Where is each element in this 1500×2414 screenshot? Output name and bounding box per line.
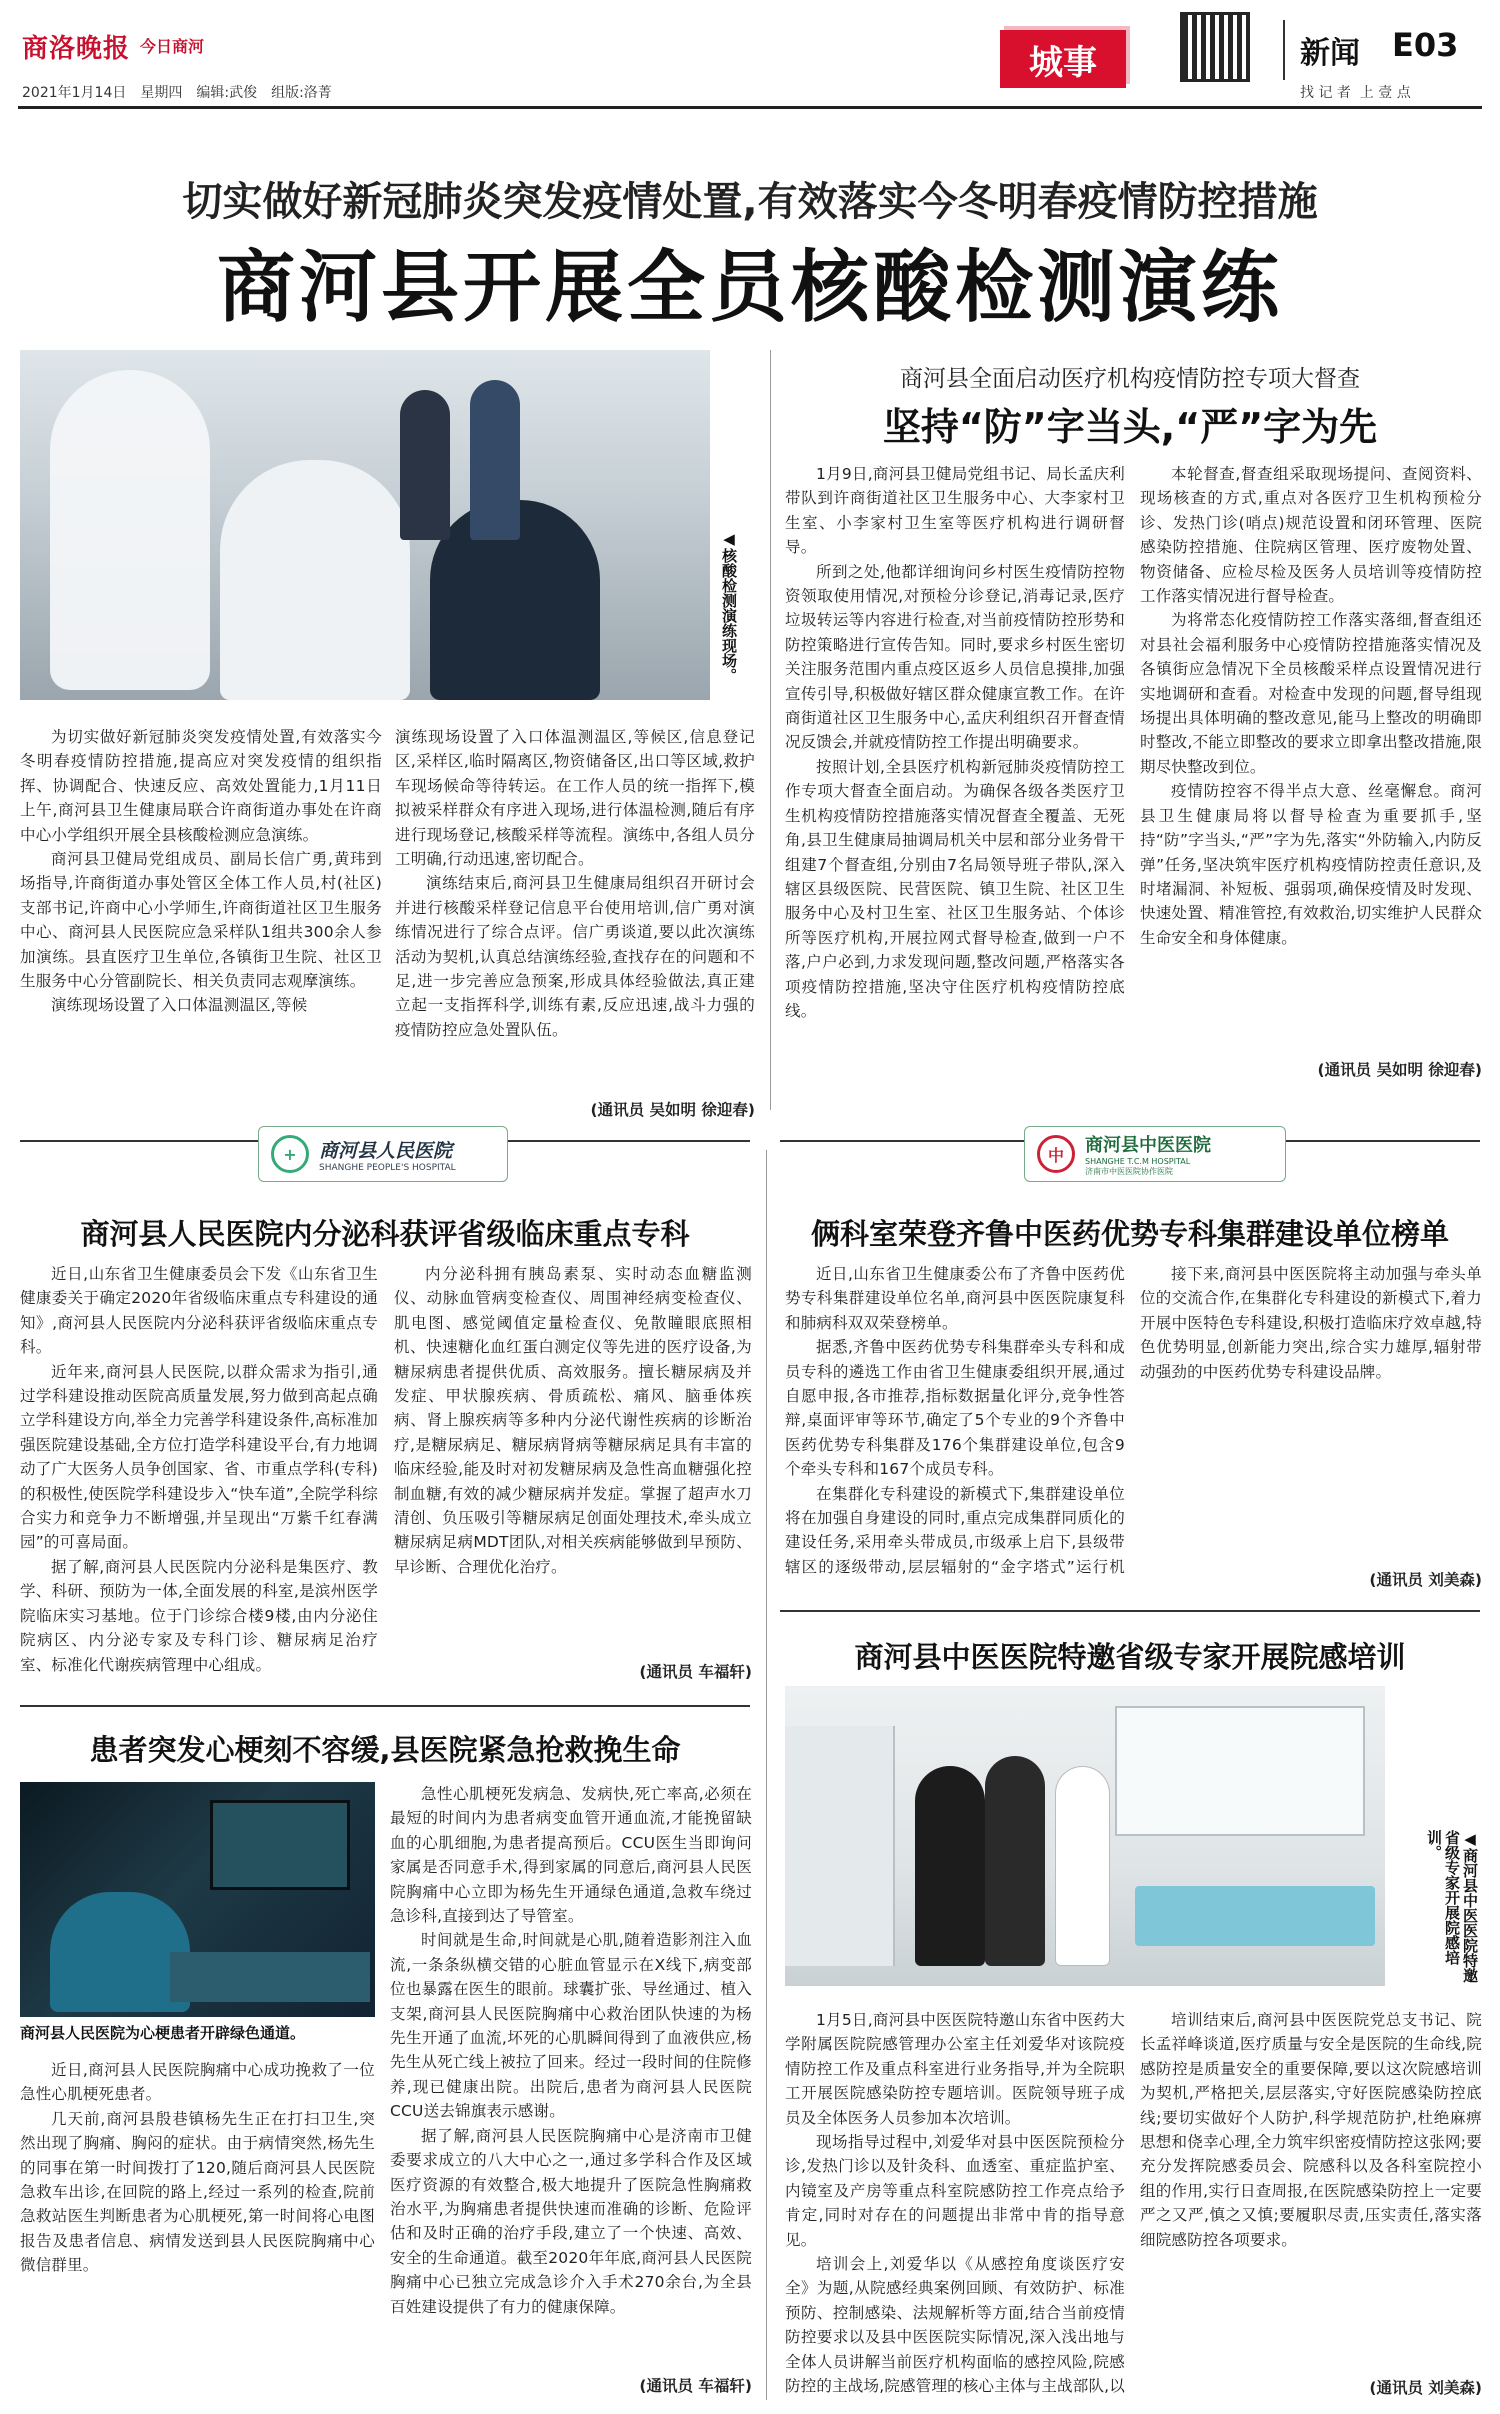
paragraph: 急性心肌梗死发病急、发病快,死亡率高,必须在最短的时间内为患者病变血管开通血流,才能挽留缺血的心肌细胞,为患者提高预后。CCU医生当即询问家属是否同意手术,得到家属的同意后,商河县人民医院胸痛中心立即为杨先生开通绿色通道,急救车绕过急诊科,直接到达了导管室。 bbox=[390, 1785, 752, 1926]
paper-logo: 商洛晚报 bbox=[22, 34, 131, 64]
person-figure bbox=[985, 1756, 1045, 1966]
people-hospital-body-col1 bbox=[20, 1262, 378, 1682]
tcm-hospital-logo bbox=[1024, 1126, 1286, 1182]
issue-date: 2021年1月14日 bbox=[22, 85, 127, 101]
lead-byline: (通讯员 吴如明 徐迎春) bbox=[590, 1101, 755, 1119]
monitor-screen bbox=[210, 1800, 350, 1890]
lead-photo bbox=[20, 350, 710, 700]
issue-weekday: 星期四 bbox=[140, 85, 183, 101]
tcm-training-body-col1 bbox=[785, 2008, 1125, 2403]
tcm-training-body-col2 bbox=[1140, 2008, 1482, 2373]
supervision-headline: 坚持“防”字当头,“严”字为先 bbox=[882, 405, 1378, 449]
masthead-meta bbox=[22, 82, 332, 102]
section-rule bbox=[780, 1610, 1480, 1612]
supervision-kicker: 商河县全面启动医疗机构疫情防控专项大督查 bbox=[900, 366, 1360, 392]
supervision-body-col1 bbox=[785, 462, 1125, 1082]
paragraph: 为切实做好新冠肺炎突发疫情处置,有效落实今冬明春疫情防控措施,提高应对突发疫情的组织指挥、协调配合、快速反应、高效处置能力,1月11日上午,商河县卫生健康局联合许商街道办事处在许商中心小学组织开展全县核酸检测应急演练。 bbox=[20, 728, 382, 844]
people-hospital-headline: 商河县人民医院内分泌科获评省级临床重点专科 bbox=[80, 1217, 690, 1251]
paragraph: 现场指导过程中,刘爱华对县中医医院预检分诊,发热门诊以及针灸科、血透室、重症监护室、内镜室及产房等重点科室院感防控工作亮点给予肯定,同时对存在的问题提出非常中肯的指导意见。 bbox=[785, 2133, 1125, 2249]
paragraph: 接下来,商河县中医医院将主动加强与牵头单位的交流合作,在集群化专科建设的新模式下,着力开展中医特色专科建设,积极打造临床疗效卓越,特色优势明显,创新能力突出,综合实力雄厚,辐射带动强劲的中医药优势专科建设品牌。 bbox=[1140, 1265, 1482, 1381]
page-number: E03 bbox=[1392, 26, 1459, 64]
tcm-emblem-icon: 中 bbox=[1037, 1135, 1075, 1173]
paragraph: 据了解,商河县人民医院胸痛中心是济南市卫健委要求成立的八大中心之一,通过多学科合作及区域医疗资源的有效整合,极大地提升了医院急性胸痛救治水平,为胸痛患者提供快速而准确的诊断、危险评估和及时正确的治疗手段,建立了一个快速、高效、安全的生命通道。截至2020年年底,商河县人民医院胸痛中心已独立完成急诊介入手术270余台,为全县百姓建设提供了有力的健康保障。 bbox=[390, 2126, 752, 2316]
paragraph: 本轮督查,督查组采取现场提问、查阅资料、现场核查的方式,重点对各医疗卫生机构预检分诊、发热门诊(哨点)规范设置和闭环管理、医院感染防控措施、住院病区管理、医疗废物处置、物资储备、应检尽检及医务人员培训等疫情防控工作落实情况进行督导检查。 bbox=[1140, 465, 1482, 606]
bed-panel bbox=[1135, 1886, 1375, 1946]
people-hospital-body-col2 bbox=[394, 1262, 752, 1657]
reporter-line: 找 记 者 上 壹 点 bbox=[1300, 85, 1411, 101]
tcm-training-headline: 商河县中医医院特邀省级专家开展院感培训 bbox=[854, 1640, 1406, 1674]
paragraph: 按照计划,全县医疗机构新冠肺炎疫情防控工作专项大督查全面启动。为确保各级各类医疗卫生机构疫情防控措施落实情况督查全覆盖、无死角,县卫生健康局抽调局机关中层和部分业务骨干组建7个督查组,分别由7名局领导班子带队,深入辖区县级医院、民营医院、镇卫生院、社区卫生服务中心及村卫生室、社区卫生服务站、个体诊所等医疗机构,开展拉网式督导检查,做到一户不落,户户必到,力求发现问题,整改问题,严格落实各项疫情防控措施,坚决守住医疗机构疫情防控底线。 bbox=[785, 757, 1125, 1020]
person-figure bbox=[470, 380, 520, 540]
heart-byline: (通讯员 车福轩) bbox=[639, 2377, 752, 2395]
person-figure bbox=[400, 390, 450, 540]
heart-headline: 患者突发心梗刻不容缓,县医院紧急抢救挽生命 bbox=[89, 1733, 681, 1767]
paragraph: 时间就是生命,时间就是心肌,随着造影剂注入血流,一条条纵横交错的心脏血管显示在X线下,病变部位也暴露在医生的眼前。球囊扩张、导丝通过、植入支架,商河县人民医院胸痛中心救治团队快速的为杨先生开通了血流,坏死的心肌瞬间得到了血液供应,杨先生从死亡线上被拉了回来。经过一段时间的住院修养,现已健康出院。出院后,患者为商河县人民医院CCU送去锦旗表示感谢。 bbox=[390, 1931, 752, 2121]
tcm-logo-en: SHANGHE T.C.M HOSPITAL bbox=[1085, 1157, 1191, 1166]
paragraph: 1月9日,商河县卫健局党组书记、局长孟庆利带队到许商街道社区卫生服务中心、大李家村卫生室、小李家村卫生室等医疗机构进行调研督导。 bbox=[785, 465, 1125, 557]
doctor-figure bbox=[50, 1892, 190, 2012]
paragraph: 近日,山东省卫生健康委员会下发《山东省卫生健康委关于确定2020年省级临床重点专科建设的通知》,商河县人民医院内分泌科获评省级临床重点专科。 bbox=[20, 1265, 378, 1357]
masthead bbox=[0, 0, 1500, 108]
paragraph: 1月5日,商河县中医医院特邀山东省中医药大学附属医院院感管理办公室主任刘爱华对该院疫情防控工作及重点科室进行业务指导,并为全院职工开展医院感染防控专题培训。医院领导班子成员及全体医务人员参加本次培训。 bbox=[785, 2011, 1125, 2127]
worker-figure bbox=[220, 460, 410, 700]
people-hospital-byline: (通讯员 车福轩) bbox=[639, 1663, 752, 1681]
heart-photo bbox=[20, 1782, 375, 2017]
news-label: 新闻 bbox=[1300, 36, 1360, 71]
paragraph: 演练现场设置了入口体温测温区,等候区,信息登记区,采样区,临时隔离区,物资储备区,出口等区域,救护车现场候命等待转运。在工作人员的统一指挥下,模拟被采样群众有序进入现场,进行体温检测,随后有序进行现场登记,核酸采样等流程。演练中,各组人员分工明确,行动迅速,密切配合。 bbox=[395, 728, 755, 869]
paragraph: 近日,山东省卫生健康委公布了齐鲁中医药优势专科集群建设单位名单,商河县中医医院康复科和肺病科双双荣登榜单。 bbox=[785, 1265, 1125, 1332]
section-tag: 今日商河 bbox=[140, 37, 205, 56]
paragraph: 近日,商河县人民医院胸痛中心成功挽救了一位急性心肌梗死患者。 bbox=[20, 2061, 375, 2104]
hospital-emblem-icon: + bbox=[271, 1135, 309, 1173]
column-divider bbox=[766, 1150, 767, 2400]
paragraph: 培训会上,刘爱华以《从感控角度谈医疗安全》为题,从院感经典案例回顾、有效防护、标准预防、控制感染、法规解析等方面,结合当前疫情防控要求以及县中医医院实际情况,深入浅出地与全体人员讲解当前医疗机构面临的感控风险,院感防控的主战场,院感管理的核心主体与主战部队,以 bbox=[785, 2255, 1125, 2396]
paragraph: 所到之处,他都详细询问乡村医生疫情防控物资领取使用情况,对预检分诊登记,消毒记录,医疗垃圾转运等内容进行检查,对当前疫情防控形势和防控策略进行宣传告知。同时,要求乡村医生密切关注服务范围内重点疫区返乡人员信息摸排,加强宣传引导,积极做好辖区群众健康宣教工作。在许商街道社区卫生服务中心,孟庆利组织召开督查情况反馈会,并就疫情防控工作提出明确要求。 bbox=[785, 562, 1125, 752]
tcm-training-photo-caption: ◀商河县中医医院特邀省级专家开展院感培训。 bbox=[1425, 1830, 1479, 1983]
tcm-cluster-body-col1 bbox=[785, 1262, 1125, 1582]
lead-kicker: 切实做好新冠肺炎突发疫情处置,有效落实今冬明春疫情防控措施 bbox=[182, 179, 1318, 225]
lead-body-col2 bbox=[395, 725, 755, 1093]
hospital-logo-name: 商河县人民医院 bbox=[319, 1139, 453, 1162]
person-figure bbox=[1055, 1766, 1110, 1966]
tcm-cluster-byline: (通讯员 刘美森) bbox=[1369, 1571, 1482, 1589]
editor-credit: 编辑:武俊 bbox=[196, 85, 258, 101]
lead-body-col1 bbox=[20, 725, 382, 1085]
supervision-byline: (通讯员 吴如明 徐迎春) bbox=[1317, 1061, 1482, 1079]
paragraph: 在集群化专科建设的新模式下,集群建设单位将在加强自身建设的同时,重点完成集群同质化的建设任务,采用牵头带成员,市级承上启下,县级带辖区的逐级带动,层层辐射的“金字塔式”运行机 bbox=[785, 1484, 1125, 1576]
paragraph: 演练结束后,商河县卫生健康局组织召开研讨会并进行核酸采样登记信息平台使用培训,信广勇对演练情况进行了综合点评。信广勇谈道,要以此次演练活动为契机,认真总结演练经验,查找存在的问题和不足,进一步完善应急预案,形成具体经验做法,真正建立起一支指挥科学,训练有素,反应迅速,战斗力强的疫情防控应急处置队伍。 bbox=[395, 874, 755, 1039]
column-divider bbox=[770, 350, 771, 1110]
paragraph: 培训结束后,商河县中医医院党总支书记、院长孟祥峰谈道,医疗质量与安全是医院的生命线,院感防控是质量安全的重要保障,要以这次院感培训为契机,严格把关,层层落实,守好医院感染防控底线;要切实做好个人防护,科学规范防护,杜绝麻痹思想和侥幸心理,全力筑牢织密疫情防控这张网;要充分发挥院感委员会、院感科以及各科室院控小组的作用,实行日查周报,在医院感染防控上一定要严之又严,慎之又慎;要履职尽责,压实责任,落实落细院感防控各项要求。 bbox=[1140, 2011, 1482, 2249]
tcm-training-photo bbox=[785, 1686, 1385, 1986]
worker-figure bbox=[50, 370, 210, 690]
tcm-training-byline: (通讯员 刘美森) bbox=[1369, 2379, 1482, 2397]
paragraph: 演练现场设置了入口体温测温区,等候 bbox=[51, 996, 308, 1015]
supervision-body-col2 bbox=[1140, 462, 1482, 1067]
divider-line bbox=[1283, 20, 1285, 80]
bed-panel bbox=[170, 1952, 370, 2002]
paragraph: 商河县卫健局党组成员、副局长信广勇,黄玮到场指导,许商街道办事处管区全体工作人员,村(社区)支部书记,许商中心小学师生,许商街道社区卫生服务中心、商河县人民医院应急采样队1组共300余人参加演练。县直医疗卫生单位,各镇街卫生院、社区卫生服务中心分管副院长、相关负责同志观摩演练。 bbox=[20, 850, 382, 991]
window-panel bbox=[1115, 1706, 1365, 1836]
paragraph: 疫情防控容不得半点大意、丝毫懈怠。商河县卫生健康局将以督导检查为重要抓手,坚持“防”字当头,“严”字为先,落实“外防输入,内防反弹”任务,坚决筑牢医疗机构疫情防控责任意识,及时堵漏洞、补短板、强弱项,确保疫情及时发现、快速处置、精准管控,有效救治,切实维护人民群众生命安全和身体健康。 bbox=[1140, 782, 1482, 947]
hospital-logo-en: SHANGHE PEOPLE'S HOSPITAL bbox=[319, 1162, 456, 1173]
paragraph: 内分泌科拥有胰岛素泵、实时动态血糖监测仪、动脉血管病变检查仪、周围神经病变检查仪、肌电图、感觉阈值定量检查仪、免散瞳眼底照相机、快速糖化血红蛋白测定仪等先进的医疗设备,为糖尿病患者提供优质、高效服务。擅长糖尿病及并发症、甲状腺疾病、骨质疏松、痛风、脑垂体疾病、肾上腺疾病等多种内分泌代谢性疾病的诊断治疗,是糖尿病足、糖尿病肾病等糖尿病足具有丰富的临床经验,能及时对初发糖尿病及急性高血糖强化控制血糖,有效的减少糖尿病并发症。掌握了超声水刀清创、负压吸引等糖尿病足创面处理技术,牵头成立糖尿病足病MDT团队,对相关疾病能够做到早预防、早诊断、合理优化治疗。 bbox=[394, 1265, 752, 1576]
paragraph: 据了解,商河县人民医院内分泌科是集医疗、教学、科研、预防为一体,全面发展的科室,是滨州医学院临床实习基地。位于门诊综合楼9楼,由内分泌住院病区、内分泌专家及专科门诊、糖尿病足治疗室、标准化代谢疾病管理中心组成。 bbox=[20, 1557, 378, 1674]
person-figure bbox=[915, 1766, 985, 1966]
paragraph: 近年来,商河县人民医院,以群众需求为指引,通过学科建设推动医院高质量发展,努力做到高起点确立学科建设方向,举全力完善学科建设条件,高标准加强医院建设基础,全方位打造学科建设平台,有力地调动了广大医务人员争创国家、省、市重点学科(专科)的积极性,使医院学科建设步入“快车道”,全院学科综合实力和竞争力不断增强,并呈现出“万紫千红春满园”的可喜局面。 bbox=[20, 1362, 378, 1552]
paragraph: 据悉,齐鲁中医药优势专科集群牵头专科和成员专科的遴选工作由省卫生健康委组织开展,通过自愿申报,各市推荐,指标数据量化评分,竞争性答辩,桌面评审等环节,确定了5个专业的9个齐鲁中医药优势专科集群及176个集群建设单位,包含9个牵头专科和167个成员专科。 bbox=[785, 1338, 1125, 1479]
masthead-rule bbox=[18, 106, 1482, 109]
lead-headline: 商河县开展全员核酸检测演练 bbox=[216, 243, 1283, 333]
heart-photo-caption: 商河县人民医院为心梗患者开辟绿色通道。 bbox=[20, 2024, 306, 2042]
section-rule bbox=[20, 1705, 750, 1707]
qr-code-icon[interactable] bbox=[1180, 12, 1250, 82]
people-hospital-logo bbox=[258, 1126, 508, 1182]
tcm-logo-name: 商河县中医医院 bbox=[1085, 1135, 1211, 1156]
heart-body-col1 bbox=[20, 2058, 375, 2373]
tcm-logo-sub: 济南市中医医院协作医院 bbox=[1085, 1167, 1173, 1176]
lead-photo-caption: ◀核酸检测演练现场。 bbox=[720, 530, 738, 683]
cabinet-panel bbox=[785, 1726, 895, 1966]
heart-body-col2 bbox=[390, 1782, 752, 2372]
tcm-cluster-body-col2 bbox=[1140, 1262, 1482, 1562]
paragraph: 几天前,商河县殷巷镇杨先生正在打扫卫生,突然出现了胸痛、胸闷的症状。由于病情突然,杨先生的同事在第一时间拨打了120,随后商河县人民医院急救车出诊,在回院的路上,经过一系列的检查,院前急救站医生判断患者为心肌梗死,第一时间将心电图报告及患者信息、病情发送到县人民医院胸痛中心微信群里。 bbox=[20, 2109, 375, 2275]
paragraph: 为将常态化疫情防控工作落实落细,督查组还对县社会福利服务中心疫情防控措施落实情况及各镇街应急情况下全员核酸采样点设置情况进行实地调研和查看。对检查中发现的问题,督导组现场提出具体明确的整改意见,能马上整改的明确即时整改,不能立即整改的要求立即拿出整改措施,限期尽快整改到位。 bbox=[1140, 611, 1482, 776]
tcm-cluster-headline: 俩科室荣登齐鲁中医药优势专科集群建设单位榜单 bbox=[810, 1217, 1449, 1251]
column-tag: 城事 bbox=[1000, 30, 1126, 88]
layout-credit: 组版:洛菁 bbox=[271, 85, 332, 101]
